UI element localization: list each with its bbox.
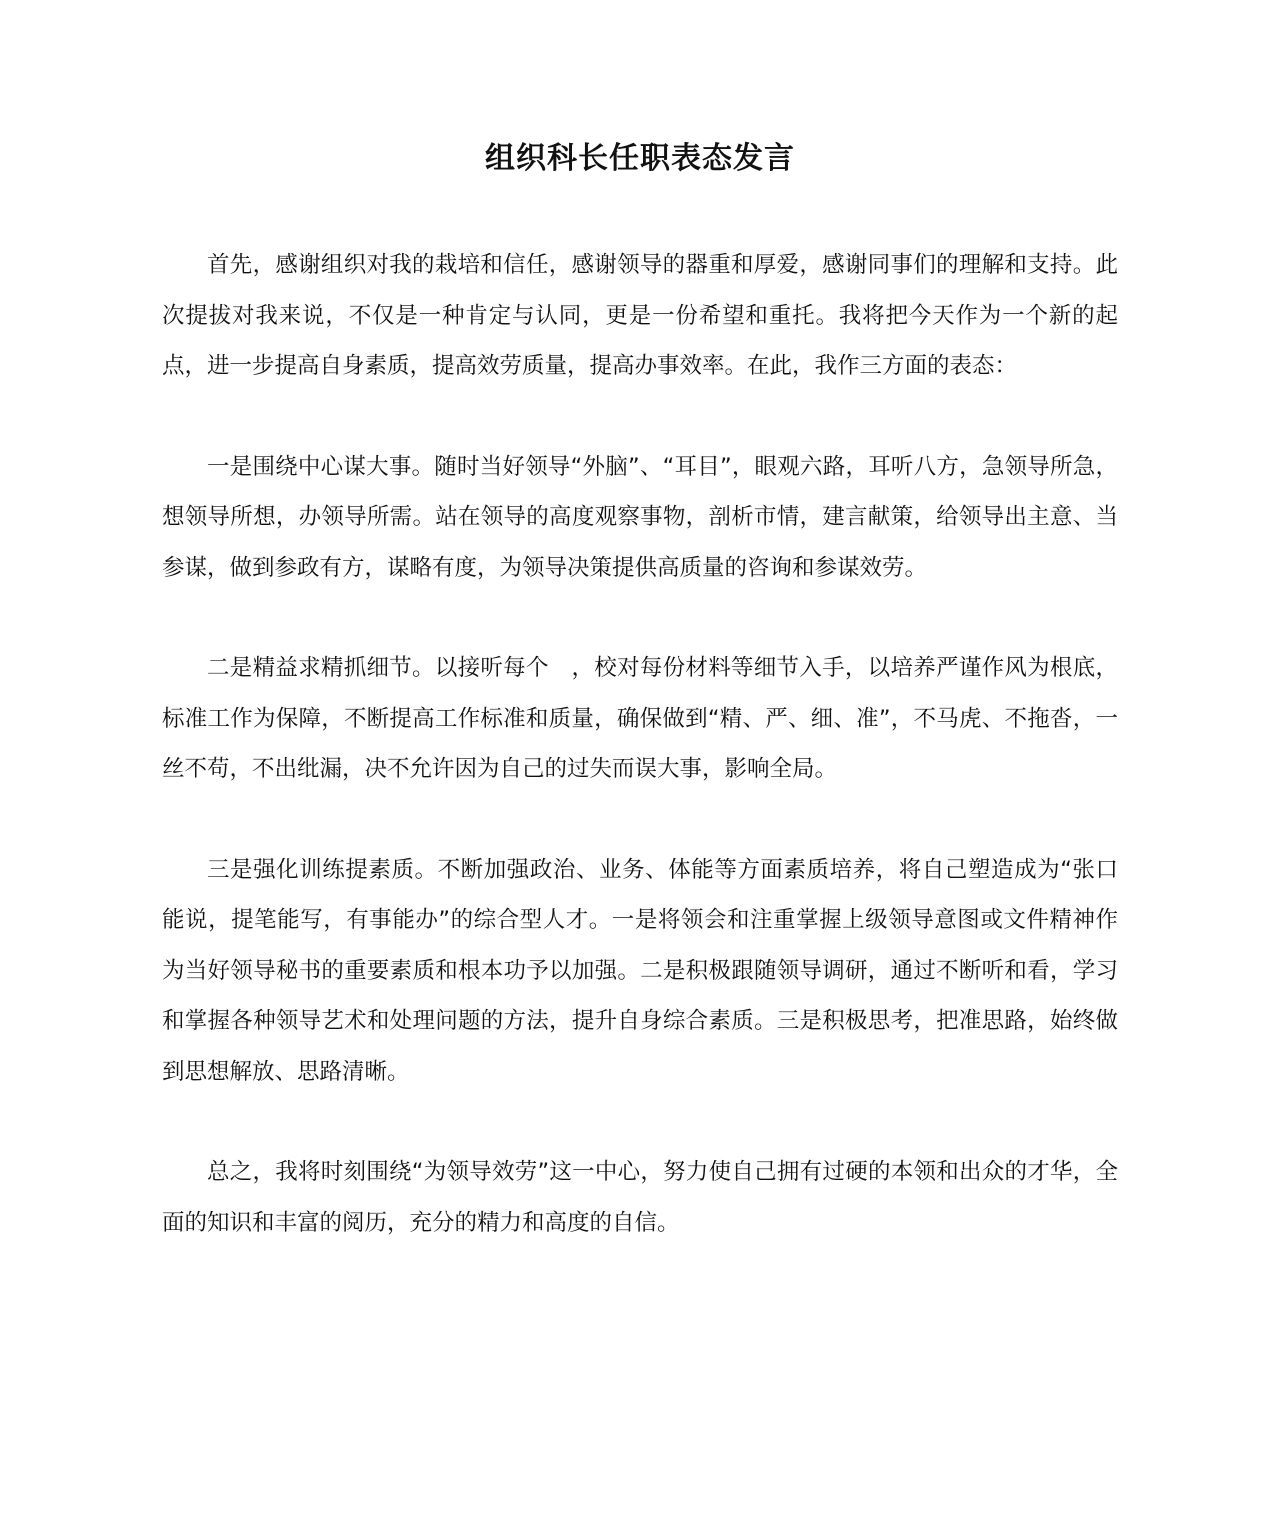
paragraph-conclusion: 总之，我将时刻围绕“为领导效劳”这一中心，努力使自己拥有过硬的本领和出众的才华，全面的知识和丰富的阅历，充分的精力和高度的自信。	[162, 1159, 1118, 1236]
paragraph-intro: 首先，感谢组织对我的栽培和信任，感谢领导的器重和厚爱，感谢同事们的理解和支持。此次提拔对我来说，不仅是一种肯定与认同，更是一份希望和重托。我将把今天作为一个新的起点，进一步提高自身素质，提高效劳质量，提高办事效率。在此，我作三方面的表态：	[162, 252, 1118, 379]
document-body	[162, 240, 1118, 1298]
paragraph-point-two: 二是精益求精抓细节。以接听每个 ，校对每份材料等细节入手，以培养严谨作风为根底，标准工作为保障，不断提高工作标准和质量，确保做到“精、严、细、准”，不马虎、不拖沓，一丝不苟，不出纰漏，决不允许因为自己的过失而误大事，影响全局。	[162, 655, 1118, 782]
paragraph-point-one: 一是围绕中心谋大事。随时当好领导“外脑”、“耳目”，眼观六路，耳听八方，急领导所急，想领导所想，办领导所需。站在领导的高度观察事物，剖析市情，建言献策，给领导出主意、当参谋，做到参政有方，谋略有度，为领导决策提供高质量的咨询和参谋效劳。	[162, 453, 1118, 581]
paragraph-point-three: 三是强化训练提素质。不断加强政治、业务、体能等方面素质培养，将自己塑造成为“张口能说，提笔能写，有事能办”的综合型人才。一是将领会和注重掌握上级领导意图或文件精神作为当好领导秘书的重要素质和根本功予以加强。二是积极跟随领导调研，通过不断听和看，学习和掌握各种领导艺术和处理问题的方法，提升自身综合素质。三是积极思考，把准思路，始终做到思想解放、思路清晰。	[162, 856, 1118, 1085]
document-title: 组织科长任职表态发言	[485, 141, 795, 176]
